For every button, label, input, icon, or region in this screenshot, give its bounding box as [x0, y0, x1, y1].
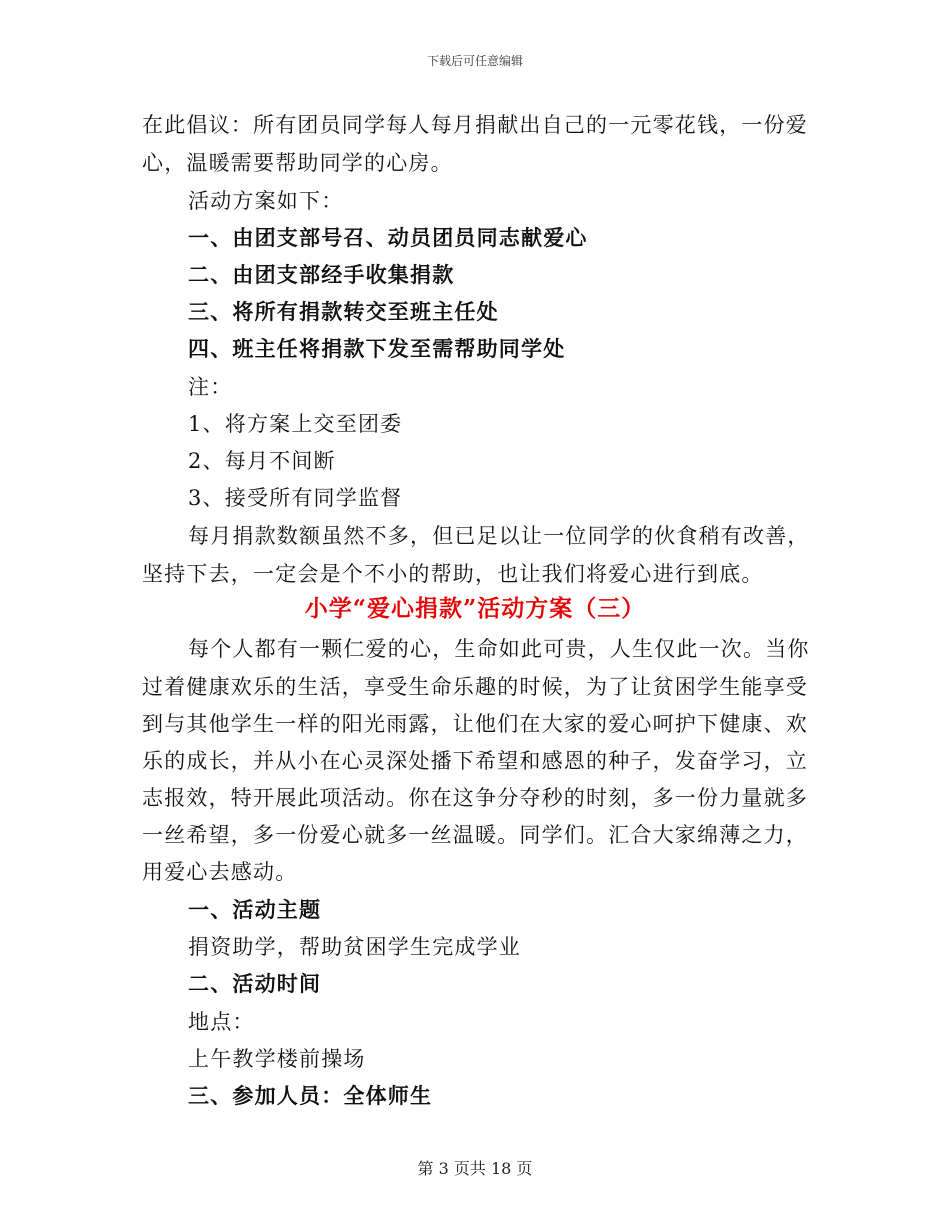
note-label: 注：: [188, 375, 233, 399]
section-heading: 二、活动时间: [188, 971, 322, 996]
paragraph-line: 到与其他学生一样的阳光雨露，让他们在大家的爱心呵护下健康、欢: [142, 712, 808, 736]
paragraph-line: 心，温暖需要帮助同学的心房。: [142, 151, 453, 175]
list-item: 一、由团支部号召、动员团员同志献爱心: [188, 225, 588, 250]
paragraph-line: 一丝希望，多一份爱心就多一丝温暖。同学们。汇合大家绵薄之力，: [142, 823, 808, 847]
list-item: 2、每月不间断: [188, 449, 336, 473]
paragraph-line: 乐的成长，并从小在心灵深处播下希望和感恩的种子，发奋学习，立: [142, 749, 808, 773]
paragraph-line: 每个人都有一颗仁爱的心，生命如此可贵，人生仅此一次。当你: [188, 637, 810, 661]
paragraph-line: 捐资助学，帮助贫困学生完成学业: [188, 935, 521, 959]
paragraph-line: 上午教学楼前操场: [188, 1047, 366, 1071]
section-heading: 一、活动主题: [188, 897, 322, 922]
section-title: 小学“爱心捐款”活动方案（三）: [304, 595, 646, 622]
list-item: 三、将所有捐款转交至班主任处: [188, 299, 499, 324]
list-item: 3、接受所有同学监督: [188, 486, 403, 510]
list-item: 1、将方案上交至团委: [188, 412, 403, 436]
paragraph-line: 用爱心去感动。: [142, 860, 298, 884]
section-heading: 三、参加人员：全体师生: [188, 1083, 433, 1108]
paragraph-line: 过着健康欢乐的生活，享受生命乐趣的时候，为了让贫困学生能享受: [142, 675, 808, 699]
paragraph-line: 每月捐款数额虽然不多，但已足以让一位同学的伙食稍有改善，: [188, 524, 810, 548]
list-item: 四、班主任将捐款下发至需帮助同学处: [188, 336, 566, 361]
paragraph-line: 地点：: [188, 1010, 255, 1034]
page-footer: 第 3 页共 18 页: [417, 1159, 533, 1178]
list-item: 二、由团支部经手收集捐款: [188, 262, 455, 287]
paragraph-line: 志报效，特开展此项活动。你在这争分夺秒的时刻，多一份力量就多: [142, 786, 808, 810]
page-header: 下载后可任意编辑: [426, 54, 523, 68]
paragraph-line: 在此倡议：所有团员同学每人每月捐献出自己的一元零花钱，一份爱: [142, 113, 808, 137]
paragraph-line: 活动方案如下：: [188, 189, 344, 213]
paragraph-line: 坚持下去，一定会是个不小的帮助，也让我们将爱心进行到底。: [142, 562, 764, 586]
